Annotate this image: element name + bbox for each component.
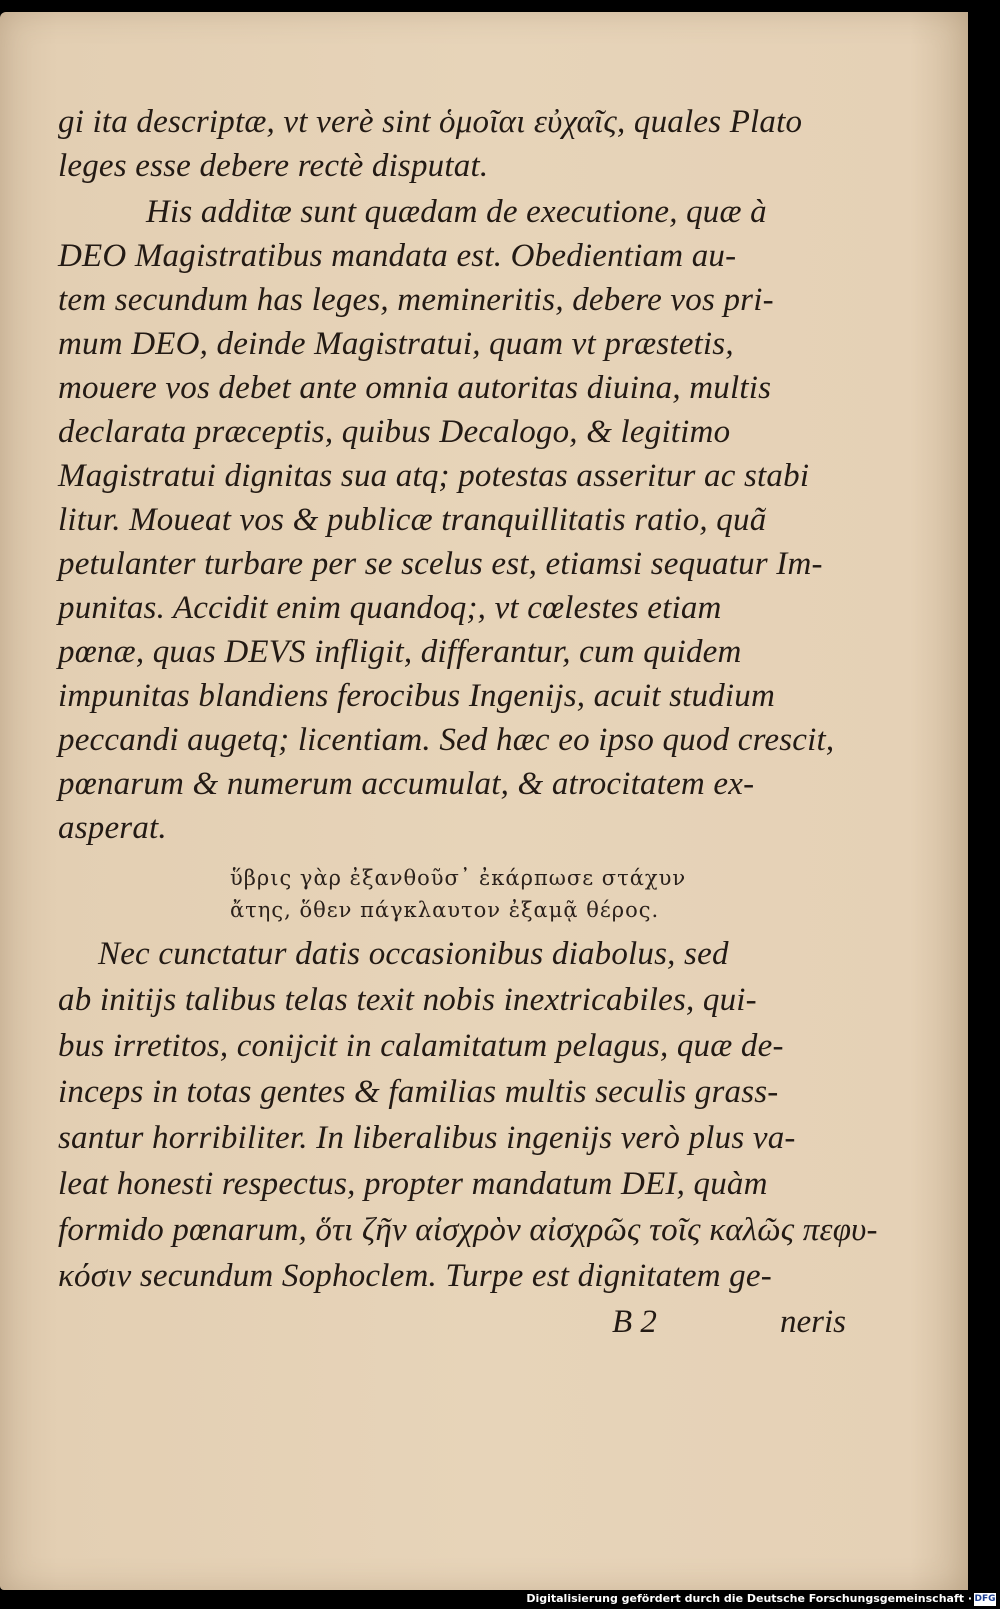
text-line: gi ita descriptæ, vt verè sint ὁμοῖαι εὐχαῖς, quales Plato bbox=[58, 104, 803, 140]
greek-verse-line: ἄτης, ὅθεν πάγκλαυτον ἐξαμᾷ θέρος. bbox=[230, 898, 660, 922]
dfg-logo: DFG bbox=[974, 1594, 996, 1604]
text-line: leges esse debere rectè disputat. bbox=[58, 148, 489, 184]
text-line: bus irretitos, conijcit in calamitatum pelagus, quæ de- bbox=[58, 1028, 784, 1064]
text-line: declarata præceptis, quibus Decalogo, & legitimo bbox=[58, 414, 731, 450]
text-line: pœnæ, quas DEVS infligit, differantur, cum quidem bbox=[58, 634, 742, 670]
text-line: punitas. Accidit enim quandoq;, vt cœlestes etiam bbox=[58, 590, 722, 626]
funding-note: Digitalisierung gefördert durch die Deutsche Forschungsgemeinschaft · bbox=[526, 1592, 972, 1605]
book-page bbox=[0, 12, 968, 1590]
text-line: ab initijs talibus telas texit nobis inextricabiles, qui- bbox=[58, 982, 757, 1018]
text-line: His additæ sunt quædam de executione, quæ à bbox=[146, 194, 767, 230]
text-line: mum DEO, deinde Magistratui, quam vt præstetis, bbox=[58, 326, 734, 362]
text-line: litur. Moueat vos & publicæ tranquillitatis ratio, quã bbox=[58, 502, 767, 538]
text-line: formido pœnarum, ὅτι ζῆν αἰσχρὸν αἰσχρῶς τοῖς καλῶς πεφυ- bbox=[58, 1212, 878, 1248]
text-line: peccandi augetq; licentiam. Sed hæc eo ipso quod crescit, bbox=[58, 722, 835, 758]
text-line: DEO Magistratibus mandata est. Obedientiam au- bbox=[58, 238, 737, 274]
text-line: Nec cunctatur datis occasionibus diabolus, sed bbox=[98, 936, 729, 972]
text-line: inceps in totas gentes & familias multis seculis grass- bbox=[58, 1074, 779, 1110]
text-line: santur horribiliter. In liberalibus ingenijs verò plus va- bbox=[58, 1120, 796, 1156]
greek-verse-line: ὕβρις γὰρ ἐξανθοῦσ᾽ ἐκάρπωσε στάχυν bbox=[230, 866, 687, 890]
text-line: Magistratui dignitas sua atq; potestas asseritur ac stabi bbox=[58, 458, 810, 494]
text-line: pœnarum & numerum accumulat, & atrocitatem ex- bbox=[58, 766, 755, 802]
text-line: impunitas blandiens ferocibus Ingenijs, acuit studium bbox=[58, 678, 776, 714]
text-line: leat honesti respectus, propter mandatum DEI, quàm bbox=[58, 1166, 768, 1202]
text-line: tem secundum has leges, memineritis, debere vos pri- bbox=[58, 282, 774, 318]
text-line: asperat. bbox=[58, 810, 167, 846]
text-line: κόσιν secundum Sophoclem. Turpe est dignitatem ge- bbox=[58, 1258, 772, 1294]
catchword: neris bbox=[780, 1304, 846, 1340]
text-line: mouere vos debet ante omnia autoritas diuina, multis bbox=[58, 370, 772, 406]
text-line: petulanter turbare per se scelus est, etiamsi sequatur Im- bbox=[58, 546, 823, 582]
signature-mark: B 2 bbox=[612, 1304, 657, 1340]
